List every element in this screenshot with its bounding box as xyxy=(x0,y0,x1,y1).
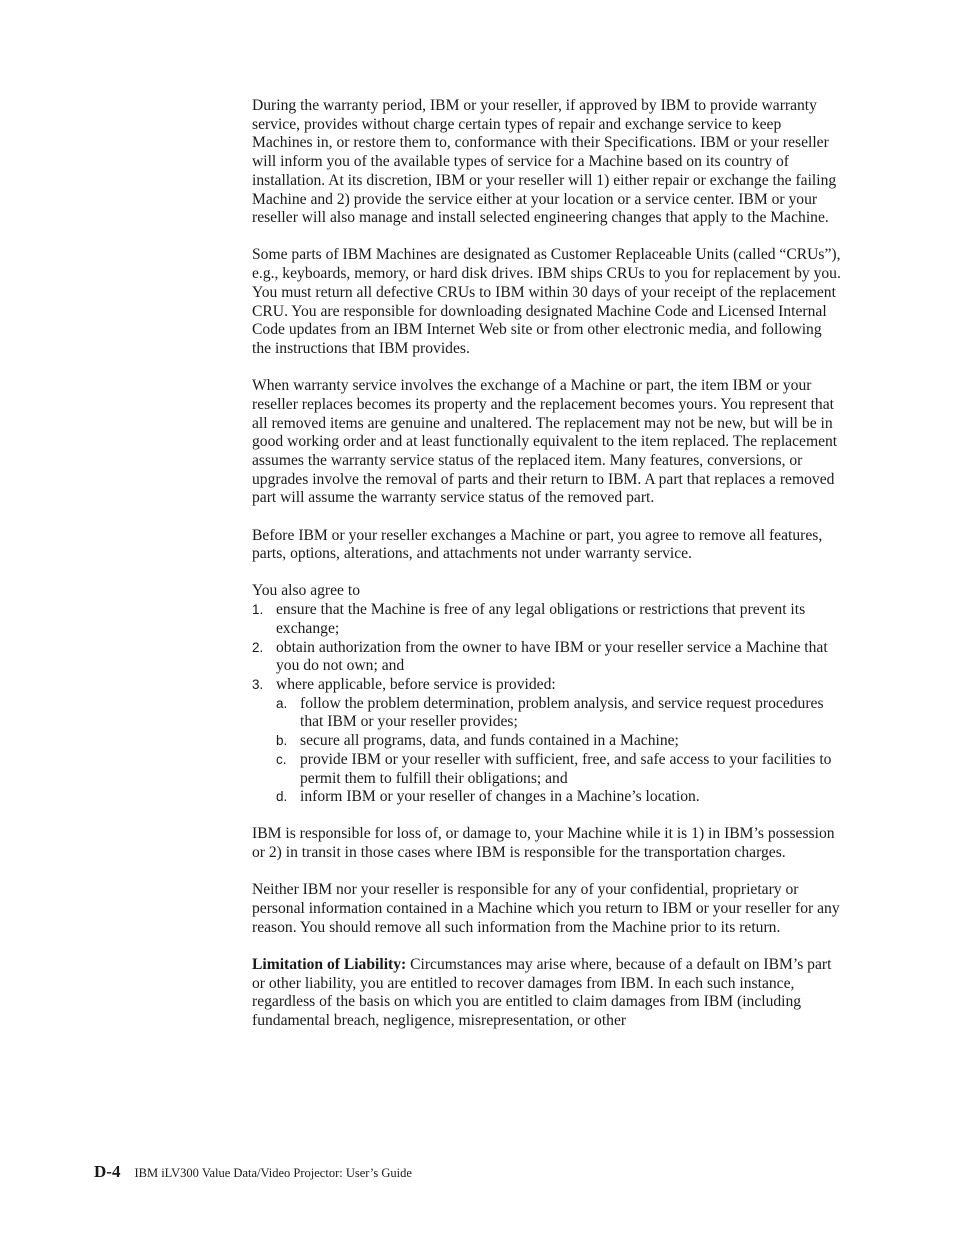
limitation-liability-label: Limitation of Liability: xyxy=(252,955,407,973)
warranty-service-paragraph: During the warranty period, IBM or your reseller, if approved by IBM to provide warranty service, provides without charge certain types of repair and exchange service to keep Machines in, or restore them to, conformance with their Specifications. IBM or your reseller will inform you of the available types of service for a Machine based on its country of installation. At its discretion, IBM or your reseller will 1) either repair or exchange the failing Machine and 2) provide the service either at your location or a service center. IBM or your reseller will also manage and install selected engineering changes that apply to the Machine. xyxy=(252,97,837,227)
list-number: 1. xyxy=(252,602,264,618)
cru-paragraph: Some parts of IBM Machines are designated as Customer Replaceable Units (called “CRUs”), e.g., keyboards, memory, or hard disk drives. IBM ships CRUs to you for replacement by you. You must return all defective CRUs to IBM within 30 days of your receipt of the replacement CRU. You are responsible for downloading designated Machine Code and Licensed Internal Code updates from an IBM Internet Web site or from other electronic media, and following the instructions that IBM provides. xyxy=(252,246,841,357)
sub-list-letter: a. xyxy=(276,695,288,711)
agree-section xyxy=(252,582,842,806)
list-number: 2. xyxy=(252,639,264,655)
sub-list-letter: b. xyxy=(276,733,288,749)
sub-list-item xyxy=(276,788,842,807)
document-body xyxy=(252,97,842,1049)
list-text: ensure that the Machine is free of any legal obligations or restrictions that prevent its exchange; xyxy=(276,601,806,637)
sub-list-item xyxy=(276,732,842,751)
sub-list-text: inform IBM or your reseller of changes in a Machine’s location. xyxy=(300,788,700,806)
sub-list-letter: d. xyxy=(276,789,288,805)
remove-features-paragraph: Before IBM or your reseller exchanges a Machine or part, you agree to remove all features, parts, options, alterations, and attachments not under warranty service. xyxy=(252,526,823,563)
page-footer xyxy=(94,1162,412,1182)
limitation-liability-paragraph xyxy=(252,956,842,1031)
sub-list-text: secure all programs, data, and funds contained in a Machine; xyxy=(300,732,679,750)
sub-list-text: provide IBM or your reseller with sufficient, free, and safe access to your facilities to permit them to fulfill their obligations; and xyxy=(300,750,832,787)
list-text: where applicable, before service is provided: xyxy=(276,675,556,693)
list-number: 3. xyxy=(252,676,264,692)
sub-list-item xyxy=(276,695,842,732)
list-item xyxy=(252,676,842,807)
document-title: IBM iLV300 Value Data/Video Projector: User’s Guide xyxy=(134,1166,412,1180)
limitation-liability-text: Circumstances may arise where, because of a default on IBM’s part or other liability, you are entitled to recover damages from IBM. In each such instance, regardless of the basis on which you are entitled to claim damages from IBM (including fundamental breach, negligence, misrepresentation, or other xyxy=(252,955,832,1030)
agree-intro: You also agree to xyxy=(252,582,360,600)
exchange-paragraph: When warranty service involves the exchange of a Machine or part, the item IBM or your reseller replaces becomes its property and the replacement becomes yours. You represent that all removed items are genuine and unaltered. The replacement may not be new, but will be in good working order and at least functionally equivalent to the item replaced. The replacement assumes the warranty service status of the replaced item. Many features, conversions, or upgrades involve the removal of parts and their return to IBM. A part that replaces a removed part will assume the warranty service status of the removed part. xyxy=(252,377,838,507)
loss-damage-paragraph: IBM is responsible for loss of, or damage to, your Machine while it is 1) in IBM’s possession or 2) in transit in those cases where IBM is responsible for the transportation charges. xyxy=(252,825,835,862)
sub-list xyxy=(276,695,842,807)
sub-list-text: follow the problem determination, problem analysis, and service request procedures that IBM or your reseller provides; xyxy=(300,694,824,731)
page-number: D-4 xyxy=(94,1162,121,1181)
list-text: obtain authorization from the owner to have IBM or your reseller service a Machine that you do not own; and xyxy=(276,638,828,675)
sub-list-item xyxy=(276,751,842,788)
list-item xyxy=(252,601,842,638)
list-item xyxy=(252,639,842,676)
confidential-info-paragraph: Neither IBM nor your reseller is responsible for any of your confidential, proprietary or personal information contained in a Machine which you return to IBM or your reseller for any reason. You should remove all such information from the Machine prior to its return. xyxy=(252,881,840,936)
sub-list-letter: c. xyxy=(276,751,287,767)
